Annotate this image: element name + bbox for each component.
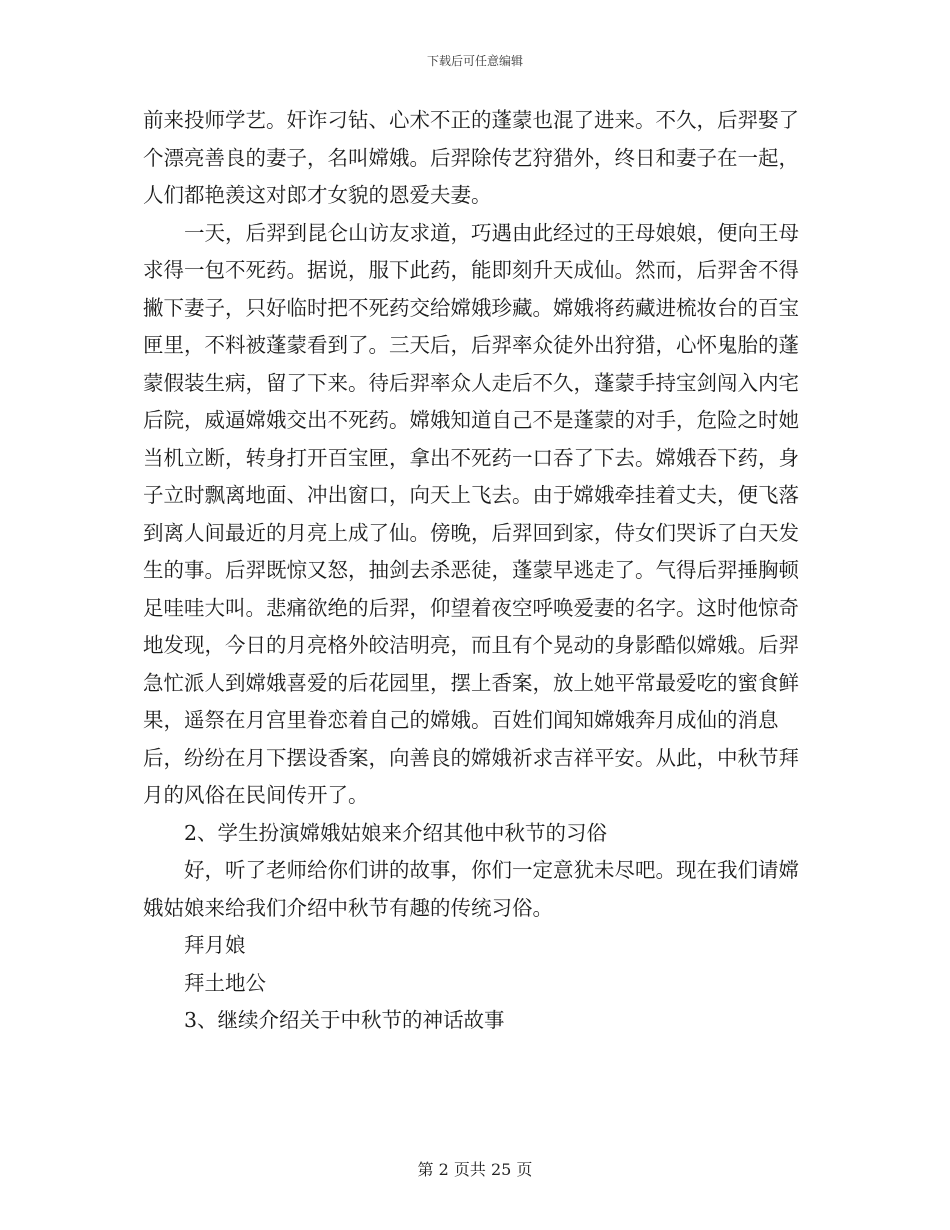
paragraph-continuation: 前来投师学艺。奸诈刁钻、心术不正的蓬蒙也混了进来。不久，后羿娶了个漂亮善良的妻子，名叫嫦娥。后羿除传艺狩猎外，终日和妻子在一起，人们都艳羡这对郎才女貌的恩爱夫妻。 <box>143 108 799 207</box>
paragraph-story: 一天，后羿到昆仑山访友求道，巧遇由此经过的王母娘娘，便向王母求得一包不死药。据说，服下此药，能即刻升天成仙。然而，后羿舍不得撇下妻子，只好临时把不死药交给嫦娥珍藏。嫦娥将药藏进梳妆台的百宝匣里，不料被蓬蒙看到了。三天后，后羿率众徒外出狩猎，心怀鬼胎的蓬蒙假装生病，留了下来。待后羿率众人走后不久，蓬蒙手持宝剑闯入内宅后院，威逼嫦娥交出不死药。嫦娥知道自己不是蓬蒙的对手，危险之时她当机立断，转身打开百宝匣，拿出不死药一口吞了下去。嫦娥吞下药，身子立时飘离地面、冲出窗口，向天上飞去。由于嫦娥牵挂着丈夫，便飞落到离人间最近的月亮上成了仙。傍晚，后羿回到家，侍女们哭诉了白天发生的事。后羿既惊又怒，抽剑去杀恶徒，蓬蒙早逃走了。气得后羿捶胸顿足哇哇大叫。悲痛欲绝的后羿，仰望着夜空呼唤爱妻的名字。这时他惊奇地发现，今日的月亮格外皎洁明亮，而且有个晃动的身影酷似嫦娥。后羿急忙派人到嫦娥喜爱的后花园里，摆上香案，放上她平常最爱吃的蜜食鲜果，遥祭在月宫里眷恋着自己的嫦娥。百姓们闻知嫦娥奔月成仙的消息后，纷纷在月下摆设香案，向善良的嫦娥祈求吉祥平安。从此，中秋节拜月的风俗在民间传开了。 <box>143 220 799 807</box>
document-body <box>143 102 811 1040</box>
section-heading-3: 3、继续介绍关于中秋节的神话故事 <box>184 1008 505 1032</box>
list-item-custom: 拜月娘 <box>184 933 246 957</box>
page-header: 下载后可任意编辑 <box>426 54 523 68</box>
page-number: 第 2 页共 25 页 <box>417 1160 533 1179</box>
paragraph-intro: 好，听了老师给你们讲的故事，你们一定意犹未尽吧。现在我们请嫦娥姑娘来给我们介绍中秋节有趣的传统习俗。 <box>143 858 799 920</box>
list-item-custom: 拜土地公 <box>184 970 266 995</box>
section-heading-2: 2、学生扮演嫦娥姑娘来介绍其他中秋节的习俗 <box>184 820 608 845</box>
